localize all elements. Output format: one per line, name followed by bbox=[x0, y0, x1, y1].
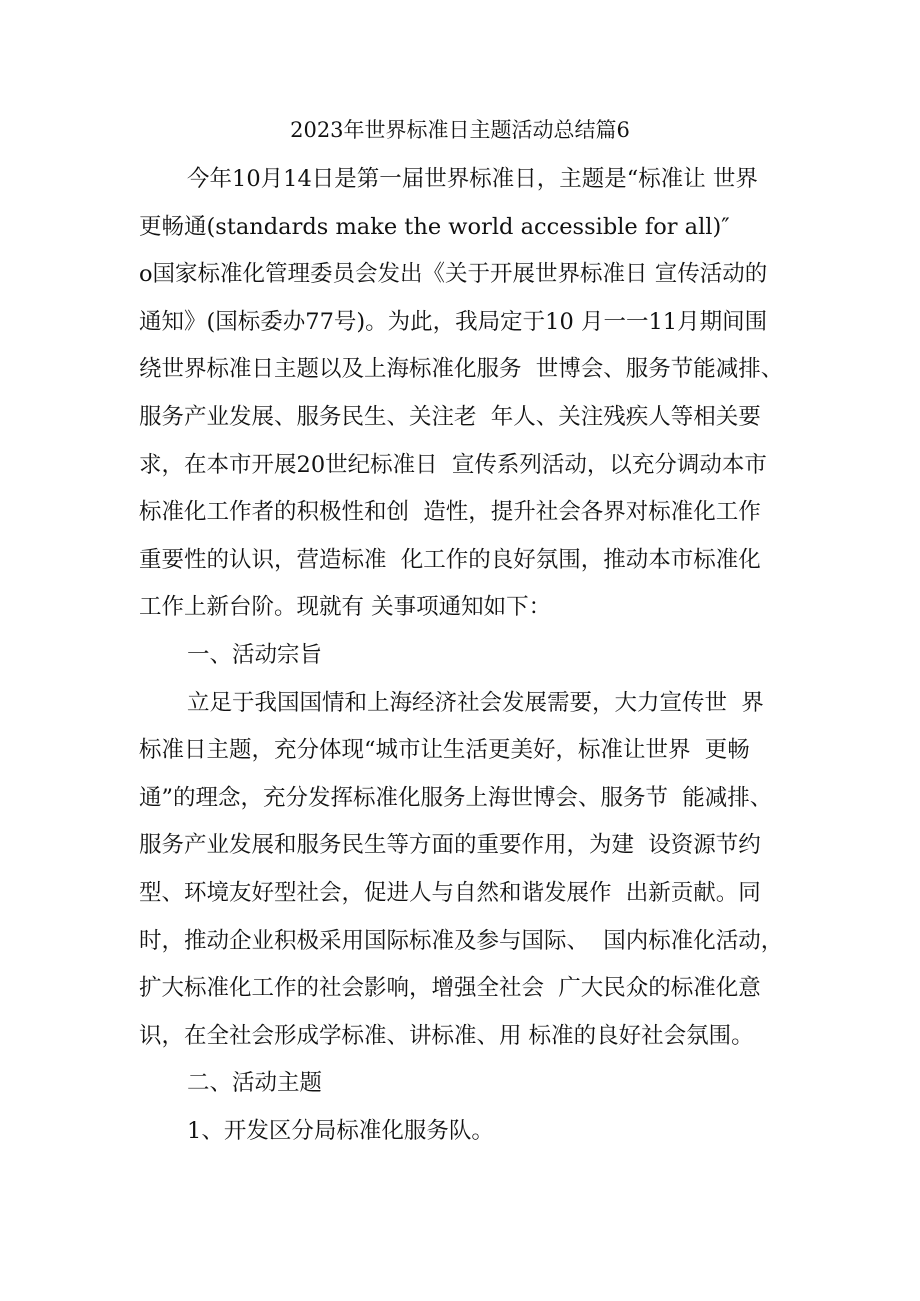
list-item: 1、开发区分局标准化服务队。 bbox=[187, 1118, 494, 1144]
paragraph-line: 重要性的认识，营造标准 化工作的良好氛围，推动本市标准化 bbox=[139, 547, 761, 573]
paragraph-line: 更畅通(standards make the world accessible for all)″ bbox=[139, 214, 730, 240]
paragraph-line: 工作上新台阶。现就有 关事项通知如下： bbox=[139, 594, 552, 620]
paragraph-line: 标准日主题，充分体现“城市让生活更美好，标准让世界 更畅 bbox=[139, 737, 750, 763]
paragraph-line: 识，在全社会形成学标准、讲标准、用 标准的良好社会氛围。 bbox=[139, 1023, 754, 1049]
paragraph-line: 通”的理念，充分发挥标准化服务上海世博会、服务节 能减排、 bbox=[139, 785, 773, 811]
paragraph-line: 立足于我国国情和上海经济社会发展需要，大力宣传世 界 bbox=[187, 690, 764, 716]
paragraph-line: 型、环境友好型社会，促进人与自然和谐发展作 出新贡献。同 bbox=[139, 880, 761, 906]
paragraph-line: 绕世界标准日主题以及上海标准化服务 世博会、服务节能减排、 bbox=[139, 356, 784, 382]
paragraph-line: o国家标准化管理委员会发出《关于开展世界标准日 宣传活动的 bbox=[139, 261, 768, 287]
paragraph-line: 求，在本市开展20世纪标准日 宣传系列活动，以充分调动本市 bbox=[139, 452, 767, 478]
section-heading: 一、活动宗旨 bbox=[187, 642, 323, 668]
paragraph-line: 标准化工作者的积极性和创 造性，提升社会各界对标准化工作 bbox=[139, 499, 761, 525]
paragraph-line: 时，推动企业积极采用国际标准及参与国际、 国内标准化活动， bbox=[139, 928, 784, 954]
section-heading: 二、活动主题 bbox=[187, 1070, 323, 1096]
paragraph-line: 扩大标准化工作的社会影响，增强全社会 广大民众的标准化意 bbox=[139, 975, 761, 1001]
paragraph-line: 通知》(国标委办77号)。为此，我局定于10 月一一11月期间围 bbox=[139, 309, 768, 335]
paragraph-line: 服务产业发展、服务民生、关注老 年人、关注残疾人等相关要 bbox=[139, 404, 761, 430]
paragraph-line: 服务产业发展和服务民生等方面的重要作用，为建 设资源节约 bbox=[139, 832, 761, 858]
document-title: 2023年世界标准日主题活动总结篇6 bbox=[290, 118, 630, 142]
paragraph-line: 今年10月14日是第一届世界标准日，主题是“标准让 世界 bbox=[187, 166, 758, 192]
